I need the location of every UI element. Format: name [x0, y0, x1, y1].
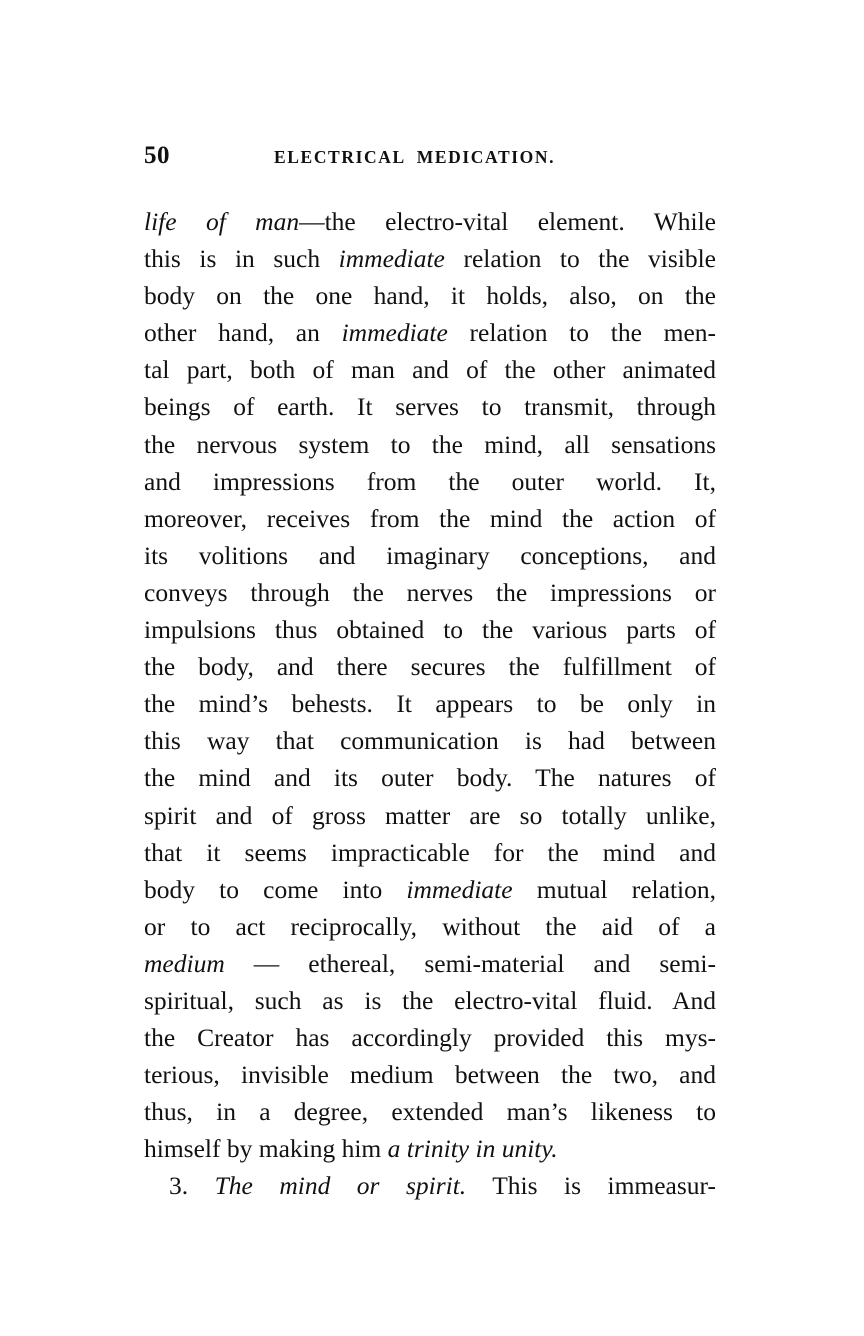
text-segment: relation to the men- — [447, 318, 717, 348]
text-segment: thus, in a degree, extended man’s likeness to — [144, 1097, 716, 1127]
text-segment: moreover, receives from the mind the action of — [144, 503, 716, 533]
text-segment: spirit and of gross matter are so totally unlike, — [144, 800, 716, 830]
text-segment: — ethereal, semi-material and semi- — [224, 948, 716, 978]
text-segment: This is immeasur- — [466, 1171, 717, 1201]
text-segment: beings of earth. It serves to transmit, through — [144, 392, 716, 422]
text-segment: mutual relation, — [512, 874, 716, 904]
text-line — [144, 648, 716, 685]
text-segment: and impressions from the outer world. It, — [144, 466, 716, 496]
text-segment: other hand, an — [144, 318, 342, 348]
text-line — [144, 314, 716, 351]
italic-text: immediate — [341, 318, 448, 348]
italic-text: life of man — [144, 207, 300, 236]
text-line — [144, 685, 716, 722]
text-line — [144, 611, 716, 648]
text-segment: body to come into — [144, 874, 407, 904]
text-segment: tal part, both of man and of the other animated — [144, 355, 716, 385]
text-segment: the body, and there secures the fulfillment of — [144, 652, 716, 682]
italic-text: immediate — [406, 874, 513, 904]
text-segment: —the electro-vital element. While — [299, 207, 716, 236]
text-line — [144, 908, 716, 945]
text-line — [144, 1167, 716, 1204]
text-line — [144, 351, 716, 388]
text-line — [144, 797, 716, 834]
text-line — [144, 722, 716, 759]
text-line — [144, 1019, 716, 1056]
text-line — [144, 1056, 716, 1093]
text-segment: the mind and its outer body. The natures of — [144, 763, 716, 793]
text-line — [144, 463, 716, 500]
text-segment: relation to the visible — [444, 244, 716, 274]
text-line — [144, 426, 716, 463]
text-line — [144, 1130, 716, 1167]
text-segment: its volitions and imaginary conceptions, and — [144, 540, 716, 570]
text-segment: the nervous system to the mind, all sensations — [144, 429, 716, 459]
running-title: ELECTRICAL MEDICATION. — [274, 147, 556, 167]
text-line — [144, 871, 716, 908]
text-segment: impulsions thus obtained to the various parts of — [144, 615, 716, 645]
text-line — [144, 1093, 716, 1130]
text-line — [144, 203, 716, 240]
text-line — [144, 945, 716, 982]
italic-text: medium — [144, 948, 225, 978]
text-segment: conveys through the nerves the impressions or — [144, 577, 716, 607]
text-segment: the mind’s behests. It appears to be only in — [144, 689, 716, 719]
italic-text: immediate — [338, 244, 445, 274]
running-head — [144, 142, 716, 176]
text-line — [144, 240, 716, 277]
text-line — [144, 537, 716, 574]
page-number: 50 — [144, 142, 170, 169]
text-segment: this is in such — [144, 244, 339, 274]
italic-text: The mind or spirit. — [214, 1171, 467, 1201]
text-segment: body on the one hand, it holds, also, on the — [144, 281, 716, 311]
text-segment: that it seems impracticable for the mind and — [144, 837, 716, 867]
text-line — [144, 574, 716, 611]
italic-text: a trinity in unity. — [387, 1134, 558, 1164]
text-line — [144, 277, 716, 314]
text-segment: the Creator has accordingly provided this mys- — [144, 1023, 716, 1053]
text-segment: or to act reciprocally, without the aid of a — [144, 911, 716, 941]
text-line — [144, 834, 716, 871]
body-text — [144, 203, 716, 1205]
text-line — [144, 982, 716, 1019]
text-segment: spiritual, such as is the electro-vital fluid. And — [144, 985, 716, 1015]
text-line — [144, 759, 716, 796]
text-segment: terious, invisible medium between the two, and — [144, 1060, 716, 1090]
text-segment: 3. — [169, 1171, 215, 1201]
text-segment: himself by making him — [144, 1134, 388, 1164]
text-line — [144, 500, 716, 537]
text-line — [144, 388, 716, 425]
text-segment: this way that communication is had between — [144, 726, 716, 756]
